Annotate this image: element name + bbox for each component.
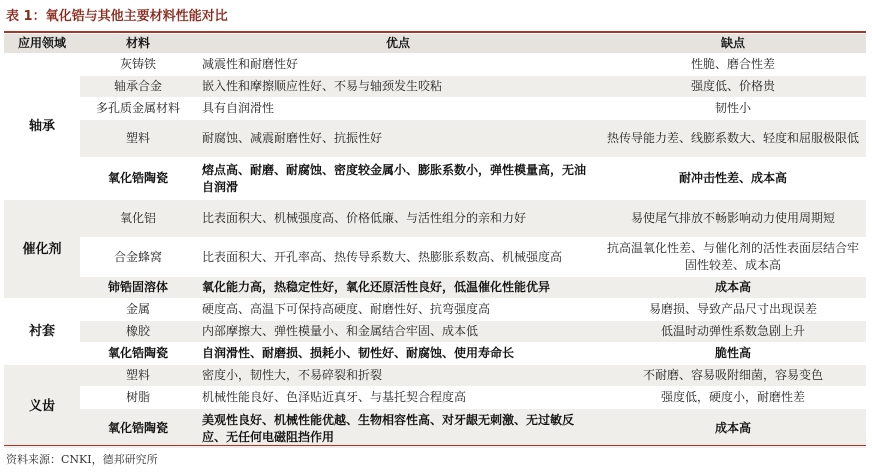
- material-cell: 树脂: [80, 387, 196, 409]
- material-cell: 多孔质金属材料: [80, 98, 196, 120]
- pros-cell: 内部摩擦大、弹性模量小、和金属结合牢固、成本低: [196, 321, 600, 343]
- field-cell: 催化剂: [4, 200, 80, 299]
- header-cons: 缺点: [600, 34, 866, 54]
- material-cell: 氧化锆陶瓷: [80, 409, 196, 449]
- header-row: [4, 34, 866, 54]
- cons-cell: 强度低、价格贵: [600, 76, 866, 98]
- material-cell: 氧化铝: [80, 200, 196, 238]
- cons-cell: 韧性小: [600, 98, 866, 120]
- pros-cell: 减震性和耐磨性好: [196, 54, 600, 76]
- cons-cell: 不耐磨、容易吸附细菌，容易变色: [600, 365, 866, 387]
- table-row: [4, 200, 866, 238]
- pros-cell: 具有自润滑性: [196, 98, 600, 120]
- header-material: 材料: [80, 34, 196, 54]
- table-row: [4, 299, 866, 321]
- table-row: [4, 277, 866, 299]
- table-row: [4, 238, 866, 277]
- header-pros: 优点: [196, 34, 600, 54]
- table-row: [4, 120, 866, 158]
- source-note: 资料来源：CNKI，德邦研究所: [6, 453, 158, 466]
- table-title: 表 1：氧化锆与其他主要材料性能对比: [6, 9, 228, 24]
- cons-cell: 脆性高: [600, 343, 866, 365]
- pros-cell: 硬度高、高温下可保持高硬度、耐磨性好、抗弯强度高: [196, 299, 600, 321]
- pros-cell: 比表面积大、开孔率高、热传导系数大、热膨胀系数高、机械强度高: [196, 238, 600, 277]
- table-row: [4, 365, 866, 387]
- cons-cell: 强度低，硬度小，耐磨性差: [600, 387, 866, 409]
- cons-cell: 低温时动弹性系数急剧上升: [600, 321, 866, 343]
- field-cell: 衬套: [4, 299, 80, 365]
- material-cell: 灰铸铁: [80, 54, 196, 76]
- cons-cell: 成本高: [600, 277, 866, 299]
- table-row: [4, 158, 866, 200]
- cons-cell: 热传导能力差、线膨系数大、轻度和屈服极限低: [600, 120, 866, 158]
- material-cell: 铈锆固溶体: [80, 277, 196, 299]
- comparison-table: [4, 34, 866, 449]
- material-cell: 氧化锆陶瓷: [80, 343, 196, 365]
- title-divider: [4, 31, 866, 33]
- pros-cell: 机械性能良好、色泽贴近真牙、与基托契合程度高: [196, 387, 600, 409]
- pros-cell: 密度小，韧性大，不易碎裂和折裂: [196, 365, 600, 387]
- pros-cell: 嵌入性和摩擦顺应性好、不易与轴颈发生咬粘: [196, 76, 600, 98]
- material-cell: 塑料: [80, 365, 196, 387]
- table-row: [4, 343, 866, 365]
- table-row: [4, 76, 866, 98]
- cons-cell: 易使尾气排放不畅影响动力使用周期短: [600, 200, 866, 238]
- table-row: [4, 54, 866, 76]
- header-field: 应用领域: [4, 34, 80, 54]
- cons-cell: 成本高: [600, 409, 866, 449]
- table-row: [4, 409, 866, 449]
- cons-cell: 易磨损、导致产品尺寸出现误差: [600, 299, 866, 321]
- table-row: [4, 321, 866, 343]
- pros-cell: 自润滑性、耐磨损、损耗小、韧性好、耐腐蚀、使用寿命长: [196, 343, 600, 365]
- bottom-divider: [4, 445, 866, 446]
- cons-cell: 性脆、磨合性差: [600, 54, 866, 76]
- pros-cell: 熔点高、耐磨、耐腐蚀、密度较金属小、膨胀系数小，弹性模量高，无油自润滑: [196, 158, 600, 200]
- pros-cell: 耐腐蚀、减震耐磨性好、抗振性好: [196, 120, 600, 158]
- material-cell: 金属: [80, 299, 196, 321]
- material-cell: 塑料: [80, 120, 196, 158]
- pros-cell: 美观性良好、机械性能优越、生物相容性高、对牙龈无刺激、无过敏反应、无任何电磁阻挡作用: [196, 409, 600, 449]
- table-row: [4, 387, 866, 409]
- cons-cell: 耐冲击性差、成本高: [600, 158, 866, 200]
- table-row: [4, 98, 866, 120]
- material-cell: 橡胶: [80, 321, 196, 343]
- field-cell: 义齿: [4, 365, 80, 449]
- material-cell: 氧化锆陶瓷: [80, 158, 196, 200]
- material-cell: 轴承合金: [80, 76, 196, 98]
- material-cell: 合金蜂窝: [80, 238, 196, 277]
- field-cell: 轴承: [4, 54, 80, 200]
- pros-cell: 氧化能力高，热稳定性好，氧化还原活性良好，低温催化性能优异: [196, 277, 600, 299]
- pros-cell: 比表面积大、机械强度高、价格低廉、与活性组分的亲和力好: [196, 200, 600, 238]
- cons-cell: 抗高温氧化性差、与催化剂的活性表面层结合牢固性较差、成本高: [600, 238, 866, 277]
